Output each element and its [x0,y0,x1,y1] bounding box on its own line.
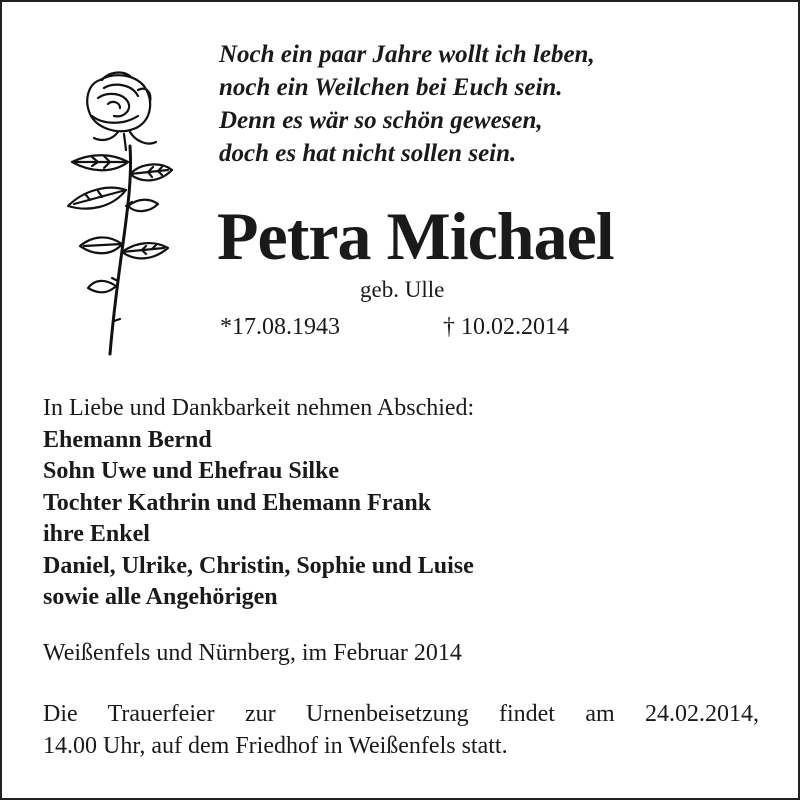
poem-line: noch ein Weilchen bei Euch sein. [219,74,563,101]
death-date: † 10.02.2014 [443,314,569,340]
birth-date: *17.08.1943 [220,314,340,340]
mourner-line: Sohn Uwe und Ehefrau Silke [43,458,340,484]
poem-line: doch es hat nicht sollen sein. [219,140,517,167]
mourners-intro: In Liebe und Dankbarkeit nehmen Abschied: [43,395,475,421]
funeral-line: 14.00 Uhr, auf dem Friedhof in Weißenfels statt. [43,733,508,759]
mourner-line: Daniel, Ulrike, Christin, Sophie und Luise [43,552,474,579]
poem [219,38,595,170]
poem-line: Denn es wär so schön gewesen, [219,107,543,134]
rose-icon [38,66,178,358]
maiden-name: geb. Ulle [360,277,445,302]
deceased-name: Petra Michael [217,198,614,274]
poem-line: Noch ein paar Jahre wollt ich leben, [219,41,595,68]
funeral-line: Die Trauerfeier zur Urnenbeisetzung findet am 24.02.2014, [43,701,759,727]
mourner-line: Tochter Kathrin und Ehemann Frank [43,489,432,516]
place-date: Weißenfels und Nürnberg, im Februar 2014 [43,640,462,666]
mourners-list [43,393,474,614]
mourner-line: ihre Enkel [43,521,150,547]
funeral-notice [43,698,759,762]
mourner-line: sowie alle Angehörigen [43,584,278,610]
mourner-line: Ehemann Bernd [43,426,212,453]
